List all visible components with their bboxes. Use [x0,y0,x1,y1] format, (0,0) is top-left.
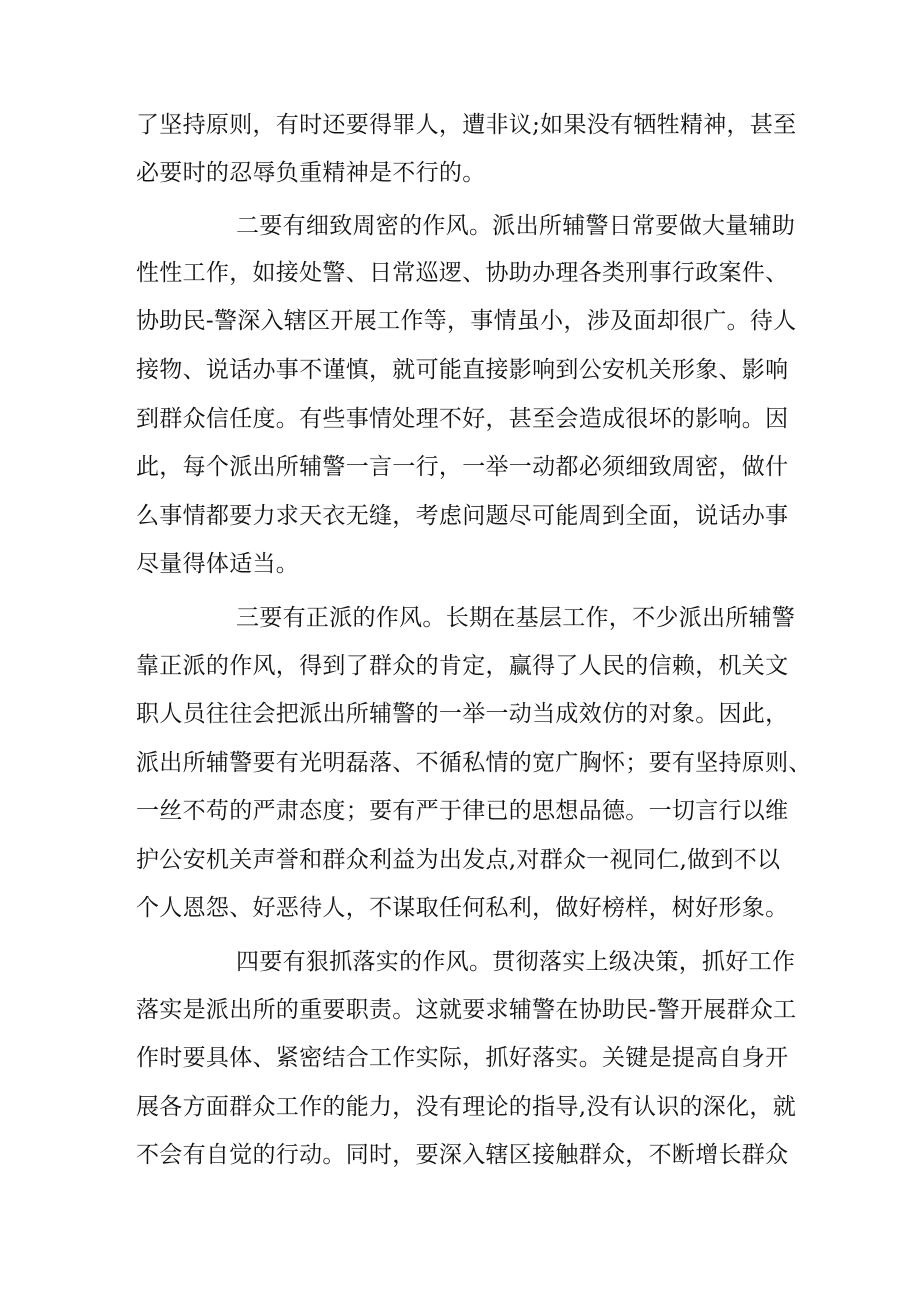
paragraph-2-start: 二要有细致周密的作风。派出所辅警日常要做大量辅助 [236,213,796,239]
text-line: 落实是派出所的重要职责。这就要求辅警在协助民-警开展群众工 [136,997,797,1023]
text-line: 接物、说话办事不谨慎，就可能直接影响到公安机关形象、影响 [136,357,789,383]
paragraph-3-start: 三要有正派的作风。长期在基层工作，不少派出所辅警 [236,605,796,631]
text-line: 作时要具体、紧密结合工作实际，抓好落实。关键是提高自身开 [136,1045,789,1071]
text-line: 职人员往往会把派出所辅警的一举一动当成效仿的对象。因此， [136,701,789,727]
text-line: 到群众信任度。有些事情处理不好，甚至会造成很坏的影响。因 [136,406,789,432]
text-line: 尽量得体适当。 [136,551,300,577]
text-line: 协助民-警深入辖区开展工作等，事情虽小，涉及面却很广。待人 [136,308,797,334]
text-line: 靠正派的作风，得到了群众的肯定，赢得了人民的信赖，机关文 [136,653,789,679]
text-line: 展各方面群众工作的能力，没有理论的指导,没有认识的深化，就 [136,1094,797,1120]
text-line: 派出所辅警要有光明磊落、不循私情的宽广胸怀；要有坚持原则、 [136,750,812,776]
text-line: 一丝不苟的严肃态度；要有严于律已的思想品德。一切言行以维 [136,798,789,824]
text-line: 性性工作，如接处警、日常巡逻、协助办理各类刑事行政案件、 [136,260,789,286]
text-line: 么事情都要力求天衣无缝，考虑问题尽可能周到全面，说话办事 [136,503,789,529]
text-line: 必要时的忍辱负重精神是不行的。 [136,160,486,186]
text-line: 此，每个派出所辅警一言一行，一举一动都必须细致周密，做什 [136,454,789,480]
text-line: 了坚持原则，有时还要得罪人，遭非议;如果没有牺牲精神，甚至 [136,112,797,138]
text-line: 个人恩怨、好恶待人，不谋取任何私利，做好榜样，树好形象。 [136,895,789,921]
text-line: 护公安机关声誉和群众利益为出发点,对群众一视同仁,做到不以 [136,847,781,873]
text-line: 不会有自觉的行动。同时，要深入辖区接触群众，不断增长群众 [136,1142,789,1168]
paragraph-4-start: 四要有狠抓落实的作风。贯彻落实上级决策，抓好工作 [236,949,796,975]
